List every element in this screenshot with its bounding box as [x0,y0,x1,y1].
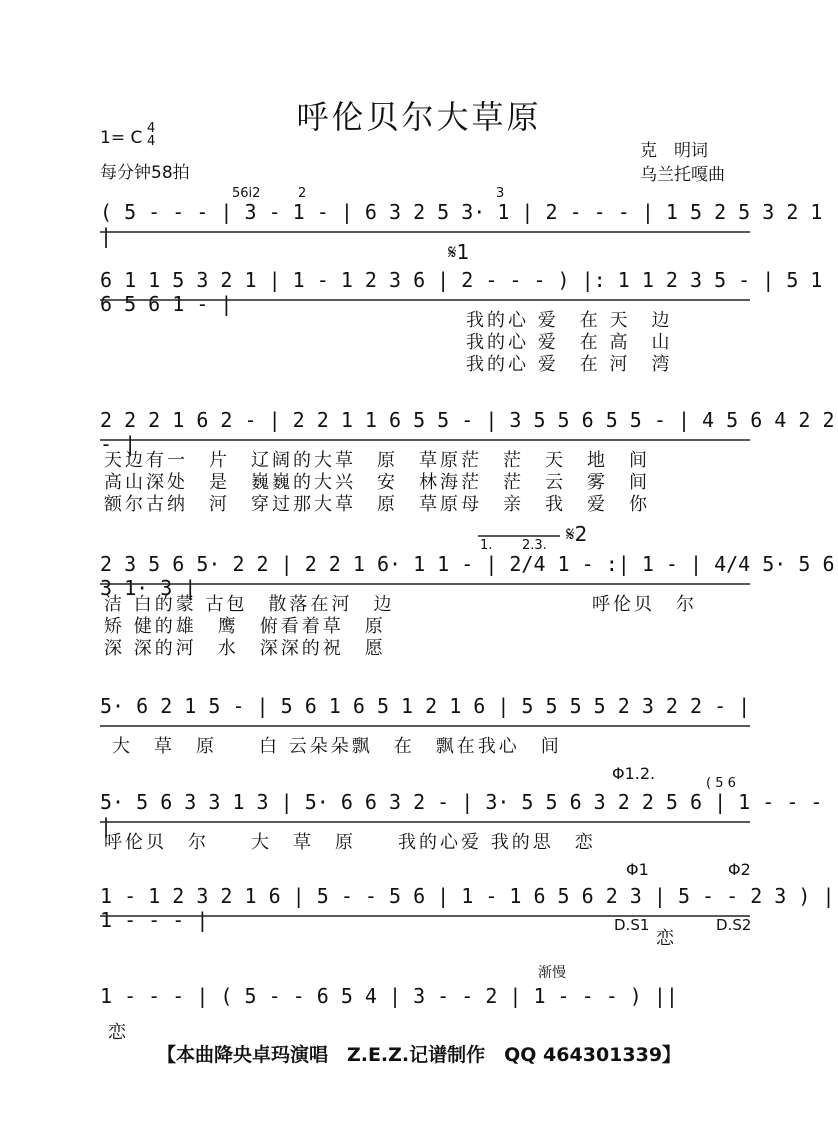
volta-2-3: 2.3. [522,538,547,553]
coda-1: Φ1 [626,860,649,879]
lyricist: 克 明词 [640,141,708,161]
note-row-6: 5· 5 6 3 3 1 3 | 5· 6 6 3 2 - | 3· 5 5 6 3 2 2 5 6 | 1 - - - | [100,790,823,838]
chorus-line-b: 大 草 原 白 云朵朵飘 在 飘在我心 间 [112,736,562,757]
coda-1-2: Φ1.2. [612,764,656,783]
lyric-lian-1: 恋 [656,928,677,949]
note-row-8: 1 - - - | ( 5 - - 6 5 4 | 3 - - 2 | 1 - - - ) || [100,984,678,1008]
grace-note-3: 3 [496,186,505,201]
grace-note-1: 56i2 [232,186,261,201]
note-row-3: 2 2 2 1 6 2 - | 2 2 1 1 6 5 5 - | 3 5 5 6 5 5 - | 4 5 6 4 2 2 - | [100,408,835,456]
ds-2: D.S2 [716,916,752,934]
verse1-line1: 我的心 爱 在 天 边 [466,310,673,331]
composer: 乌兰托嘎曲 [640,165,725,185]
pickup-notes: ( 5 6 [706,776,736,791]
note-row-5: 5· 6 2 1 5 - | 5 6 1 6 5 1 2 1 6 | 5 5 5 5 2 3 2 2 - | [100,694,751,718]
song-title: 呼伦贝尔大草原 [296,98,542,136]
note-row-7: 1 - 1 2 3 2 1 6 | 5 - - 5 6 | 1 - 1 6 5 6 2 3 | 5 - - 2 3 ) | 1 - - - | [100,884,835,932]
coda-2: Φ2 [728,860,751,879]
chorus-line-c: 呼伦贝 尔 大 草 原 我的心爱 我的思 恋 [104,832,596,853]
credits-footer: 【本曲降央卓玛演唱 Z.E.Z.记谱制作 QQ 464301339】 [156,1044,682,1066]
note-row-1: ( 5 - - - | 3 - 1 - | 6 3 2 5 3· 1 | 2 - - - | 1 5 2 5 3 2 1 | [100,200,823,248]
lyric-lian-2: 恋 [108,1022,129,1043]
verse1-line3: 我的心 爱 在 河 湾 [466,354,673,375]
volta-1: 1. [480,538,493,553]
time-signature-bottom: 4 [147,134,156,149]
chorus-line-a: 呼伦贝 尔 [592,594,697,615]
tempo: 每分钟58拍 [100,163,190,183]
verse3-line3: 深 深的河 水 深深的祝 愿 [104,638,386,659]
verse1-line2: 我的心 爱 在 高 山 [466,332,673,353]
segno-2: 𝄋2 [566,522,588,546]
verse3-line2: 矫 健的雄 鹰 俯看着草 原 [104,616,386,637]
verse2-line2: 高山深处 是 巍巍的大兴 安 林海茫 茫 云 雾 间 [104,472,650,493]
time-signature-top: 4 [147,121,156,136]
note-row-4: 2 3 5 6 5· 2 2 | 2 2 1 6· 1 1 - | 2/4 1 - :| 1 - | 4/4 5· 5 6 3 1· 3 | [100,552,835,600]
ritardando: 渐慢 [538,965,566,981]
verse2-line3: 额尔古纳 河 穿过那大草 原 草原母 亲 我 爱 你 [104,494,650,515]
key-signature: 1= C [100,128,143,148]
ds-1: D.S1 [614,916,650,934]
verse3-line1: 洁 白的蒙 古包 散落在河 边 [104,594,395,615]
segno-1: 𝄋1 [448,240,470,264]
grace-note-2: 2 [298,186,307,201]
verse2-line1: 天边有一 片 辽阔的大草 原 草原茫 茫 天 地 间 [104,450,650,471]
note-row-2: 6 1 1 5 3 2 1 | 1 - 1 2 3 6 | 2 - - - ) |: 1 1 2 3 5 - | 5 1 6 5 6 1 - | [100,268,823,316]
